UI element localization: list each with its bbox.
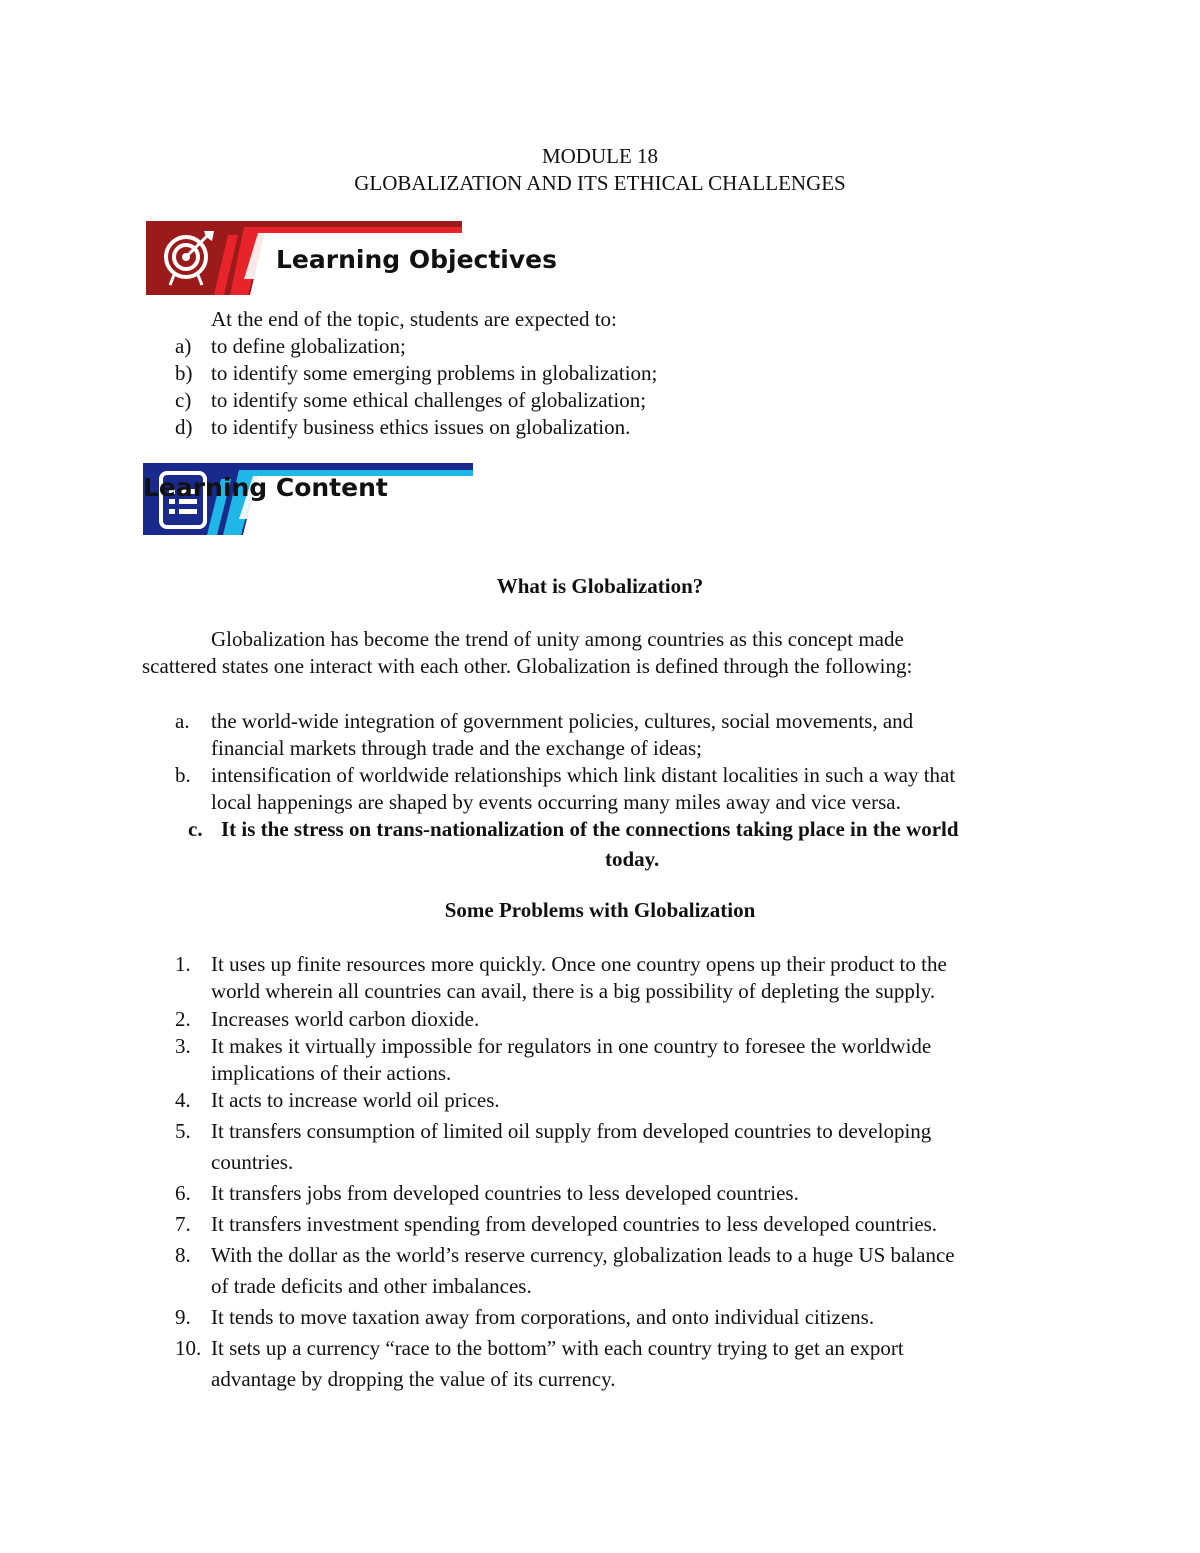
objectives-heading: Learning Objectives	[276, 245, 557, 274]
problem-number: 2.	[175, 1007, 191, 1031]
problem-line: of trade deficits and other imbalances.	[211, 1274, 532, 1298]
problem-line: It makes it virtually impossible for regulators in one country to foresee the worldwide	[211, 1034, 932, 1058]
definition-line: It is the stress on trans-nationalization of the connections taking place in the world	[221, 817, 959, 841]
problem-number: 4.	[175, 1088, 191, 1112]
problem-number: 3.	[175, 1034, 191, 1058]
problem-number: 5.	[175, 1119, 191, 1143]
problem-line: world wherein all countries can avail, there is a big possibility of depleting the supply.	[211, 979, 936, 1003]
definition-line: today.	[605, 847, 660, 871]
paragraph-line: scattered states one interact with each other. Globalization is defined through the following:	[142, 654, 913, 678]
content-banner	[143, 463, 475, 535]
module-title: GLOBALIZATION AND ITS ETHICAL CHALLENGES	[354, 171, 846, 195]
objective-text: to define globalization;	[211, 334, 406, 358]
content-subheading: What is Globalization?	[496, 574, 704, 598]
module-number: MODULE 18	[541, 144, 659, 168]
definition-line: intensification of worldwide relationships which link distant localities in such a way that	[211, 763, 956, 787]
objective-text: to identify some ethical challenges of globalization;	[211, 388, 647, 412]
objective-label: c)	[175, 388, 192, 412]
problem-number: 1.	[175, 952, 191, 976]
content-heading: Learning Content	[143, 473, 388, 502]
definition-label: b.	[175, 763, 191, 787]
problem-number: 10.	[175, 1336, 202, 1360]
objective-label: b)	[175, 361, 193, 385]
objective-label: a)	[175, 334, 192, 358]
objective-label: d)	[175, 415, 193, 439]
problem-line: countries.	[211, 1150, 294, 1174]
definition-label: c.	[188, 817, 203, 841]
problem-line: It tends to move taxation away from corporations, and onto individual citizens.	[211, 1305, 875, 1329]
paragraph-line: Globalization has become the trend of unity among countries as this concept made	[211, 627, 904, 651]
problem-line: It transfers jobs from developed countries to less developed countries.	[211, 1181, 799, 1205]
problem-line: It transfers consumption of limited oil supply from developed countries to developing	[211, 1119, 932, 1143]
objectives-intro: At the end of the topic, students are expected to:	[211, 307, 617, 331]
problem-line: With the dollar as the world’s reserve currency, globalization leads to a huge US balance	[211, 1243, 955, 1267]
objective-text: to identify some emerging problems in globalization;	[211, 361, 658, 385]
problem-line: It transfers investment spending from developed countries to less developed countries.	[211, 1212, 938, 1236]
definition-line: local happenings are shaped by events occurring many miles away and vice versa.	[211, 790, 901, 814]
problems-heading: Some Problems with Globalization	[444, 898, 756, 922]
problem-line: It acts to increase world oil prices.	[211, 1088, 500, 1112]
problem-line: It sets up a currency “race to the bottom” with each country trying to get an export	[211, 1336, 904, 1360]
problem-line: Increases world carbon dioxide.	[211, 1007, 480, 1031]
objectives-banner	[146, 221, 557, 295]
definition-line: financial markets through trade and the exchange of ideas;	[211, 736, 702, 760]
definition-label: a.	[175, 709, 190, 733]
problem-number: 7.	[175, 1212, 191, 1236]
definition-line: the world-wide integration of government policies, cultures, social movements, and	[211, 709, 914, 733]
problem-number: 9.	[175, 1305, 191, 1329]
problem-number: 8.	[175, 1243, 191, 1267]
objective-text: to identify business ethics issues on globalization.	[211, 415, 631, 439]
problem-line: implications of their actions.	[211, 1061, 452, 1085]
problem-number: 6.	[175, 1181, 191, 1205]
target-icon	[160, 229, 216, 287]
problem-line: advantage by dropping the value of its currency.	[211, 1367, 616, 1391]
problem-line: It uses up finite resources more quickly. Once one country opens up their product to the	[211, 952, 947, 976]
